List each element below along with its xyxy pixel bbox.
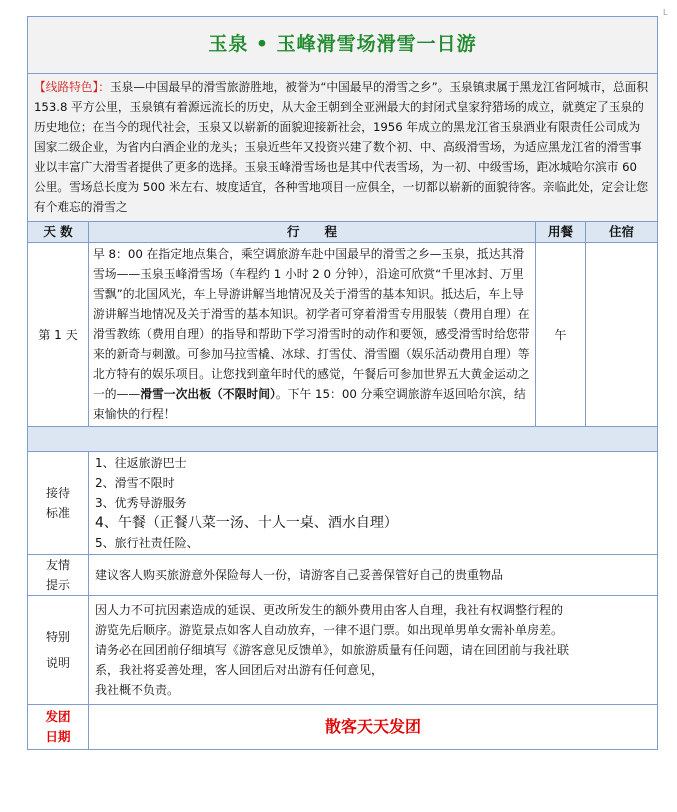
day1-lodging [586,243,658,427]
note-line: 游览先后顺序。游览景点如客人自动放弃，一律不退门票。如出现单男单女需补单房差。 [95,623,564,637]
spacer-cell [28,427,658,452]
standards-label-text: 接待标准 [46,486,71,520]
note-line: 因人力不可抗因素造成的延误、更改所发生的额外费用由客人自理，我社有权调整行程的 [95,603,564,617]
tips-label [28,555,89,596]
day1-row [28,243,658,427]
intro-cell [28,74,658,222]
tips-text: 建议客人购买旅游意外保险每人一份，请游客自己妥善保管好自己的贵重物品 [89,555,658,596]
departure-value: 散客天天发团 [89,705,658,750]
standard-item: 1、往返旅游巴士 [95,456,187,470]
header-row [28,222,658,243]
spacer-row [28,427,658,452]
header-program: 行 程 [89,222,536,243]
notes-label [28,596,89,705]
notes-label-text: 特别说明 [46,630,71,670]
standard-item: 2、滑雪不限时 [95,476,175,490]
standard-item: 4、午餐（正餐八菜一汤、十人一桌、酒水自理） [95,515,398,531]
standard-item: 3、优秀导游服务 [95,496,187,510]
standards-list [89,452,658,555]
note-line: 系，我社将妥善处理，客人回团后对出游有任何意见， [95,663,384,677]
title-row [28,17,658,74]
notes-text [89,596,658,705]
corner-mark: L [663,8,668,17]
intro-label: 【线路特色】： [34,80,110,94]
day1-label: 第 1 天 [28,243,89,427]
tips-label-text: 友情提示 [46,558,71,592]
note-line: 我社概不负责。 [95,683,180,697]
standards-row [28,452,658,555]
notes-row [28,596,658,705]
departure-label-text: 发团日期 [45,709,71,744]
program-text-1: 早 8：00 在指定地点集合，乘空调旅游车赴中国最早的滑雪之乡—玉泉，抵达其滑雪场——玉泉玉峰滑雪场（车程约 1 小时 2 0 分钟），沿途可欣赏“千里冰封、万里雪飘”的北国风光，车上导游讲解当地情况及关于滑雪的基本知识。抵达后，车上导游讲解当地情况及关于滑雪的基本知识。初学者可穿着滑雪专用服装（费用自理）在滑雪教练（费用自理）的指导和帮助下学习滑雪时的动作和要领，感受滑雪时给您带来的新奇与刺激。可参加马拉雪橇、冰球、打雪仗、滑雪圈（娱乐活动费用自理）等北方特有的娱乐项目。让您找到童年时代的感觉，午餐后可参加世界五大黄金运动之一的—— [93,247,530,401]
program-highlight-1: 滑雪一次出板 [140,387,211,401]
title-cell [28,17,658,74]
standard-item: 5、旅行社责任险、 [95,536,199,550]
program-highlight-2: （不限时间） [211,387,276,401]
page-title: 玉泉 • 玉峰滑雪场滑雪一日游 [208,33,477,55]
intro-row [28,74,658,222]
tips-row [28,555,658,596]
header-lodging: 住宿 [586,222,658,243]
header-day: 天 数 [28,222,89,243]
header-meal: 用餐 [536,222,586,243]
departure-label [28,705,89,750]
itinerary-table [27,16,658,750]
day1-meal: 午 [536,243,586,427]
standards-label [28,452,89,555]
note-line: 请务必在回团前仔细填写《游客意见反馈单》，如旅游质量有任问题，请在回团前与我社联 [95,643,570,657]
departure-row [28,705,658,750]
day1-program [89,243,536,427]
intro-text: 玉泉—中国最早的滑雪旅游胜地，被誉为“中国最早的滑雪之乡”。玉泉镇隶属于黑龙江省阿城市，总面积 153.8 平方公里，玉泉镇有着源远流长的历史，从大金王朝到全亚洲最大的封闭式皇家狩猎场的成立，就奠定了玉泉的历史地位；在当今的现代社会，玉泉又以崭新的面貌迎接新社会，1956 年成立的黑龙江省玉泉酒业有限责任公司成为国家二级企业，为省内白酒企业的龙头；玉泉近些年又投资兴建了数个初、中、高级滑雪场，为适应黑龙江省的滑雪事业以丰富广大滑雪者提供了更多的选择。玉泉玉峰滑雪场也是其中代表雪场，为一初、中级雪场，距冰城哈尔滨市 60 公里。雪场总长度为 500 米左右、坡度适宜，各种雪地项目一应俱全，一切都以崭新的面貌待客。亲临此处，定会让您有个难忘的滑雪之 [34,80,649,214]
program-text-2: 。下午 15：00 分乘空调旅游车返回哈尔滨，结束愉快的行程！ [93,387,526,421]
